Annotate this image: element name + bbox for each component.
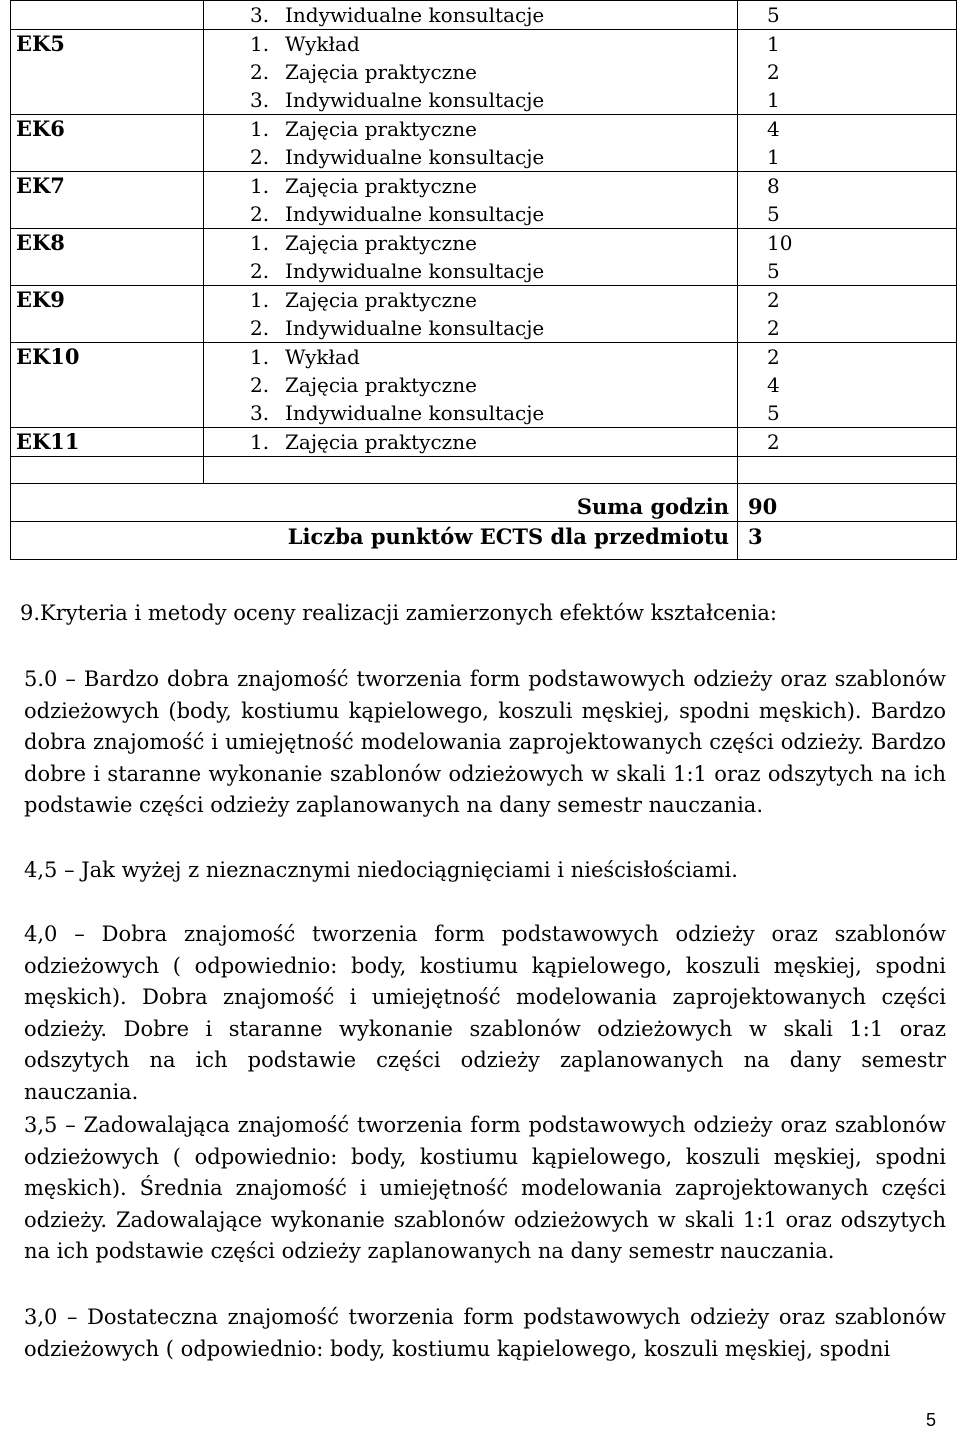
criteria-paragraph-3-0: 3,0 – Dostateczna znajomość tworzenia form podstawowych odzieży oraz szablonów odzieżowych ( odpowiednio: body, kostiumu kąpielowego, koszuli męskiej, spodni <box>24 1305 946 1361</box>
hours-value: 10 <box>767 231 793 255</box>
activity-number: 2. <box>250 202 270 226</box>
empty-cell <box>11 457 204 484</box>
hours-value: 2 <box>767 60 780 84</box>
hours-value: 5 <box>767 3 780 27</box>
activity-label: Indywidualne konsultacje <box>285 202 545 226</box>
hours-value: 5 <box>767 202 780 226</box>
activities-cell <box>204 229 738 286</box>
activity-label: Wykład <box>285 32 360 56</box>
activity-number: 1. <box>250 174 270 198</box>
hours-value: 5 <box>767 401 780 425</box>
hours-value: 4 <box>767 373 780 397</box>
ek-code: EK10 <box>11 343 204 428</box>
table-row <box>11 343 957 428</box>
activity-item <box>204 399 737 427</box>
ek-code: EK11 <box>11 428 204 457</box>
ects-points-value: 3 <box>738 522 957 560</box>
ek-hours-table <box>10 0 957 560</box>
table-row <box>11 115 957 172</box>
activities-cell <box>204 1 738 30</box>
activity-label: Zajęcia praktyczne <box>285 174 477 198</box>
hours-value: 1 <box>767 88 780 112</box>
activity-label: Zajęcia praktyczne <box>285 288 477 312</box>
page-number: 5 <box>926 1410 937 1430</box>
activities-cell <box>204 30 738 115</box>
table-row <box>11 286 957 343</box>
hours-value: 2 <box>767 430 780 454</box>
hours-cell <box>738 286 957 343</box>
activity-label: Zajęcia praktyczne <box>285 60 477 84</box>
activity-item <box>204 371 737 399</box>
activity-item <box>204 200 737 228</box>
activity-item <box>204 229 737 257</box>
activity-item <box>204 172 737 200</box>
table-row <box>11 172 957 229</box>
activity-number: 1. <box>250 430 270 454</box>
activity-item <box>204 1 737 29</box>
activity-label: Indywidualne konsultacje <box>285 145 545 169</box>
sum-hours-row <box>11 484 957 522</box>
activity-number: 1. <box>250 32 270 56</box>
section-heading: 9.Kryteria i metody oceny realizacji zamierzonych efektów kształcenia: <box>20 601 777 625</box>
activity-number: 1. <box>250 231 270 255</box>
ek-code: EK8 <box>11 229 204 286</box>
activity-item <box>204 428 737 456</box>
activities-cell <box>204 286 738 343</box>
activity-item <box>204 257 737 285</box>
activity-item <box>204 115 737 143</box>
activity-number: 1. <box>250 345 270 369</box>
activity-item <box>204 286 737 314</box>
activity-number: 2. <box>250 60 270 84</box>
hours-value: 4 <box>767 117 780 141</box>
ek-hours-table-wrapper <box>10 0 956 560</box>
criteria-paragraph-4-5: 4,5 – Jak wyżej z nieznacznymi niedociągnięciami i nieścisłościami. <box>24 858 738 882</box>
table-row <box>11 1 957 30</box>
ek-code: EK7 <box>11 172 204 229</box>
activities-cell <box>204 115 738 172</box>
hours-value: 2 <box>767 288 780 312</box>
activity-label: Zajęcia praktyczne <box>285 373 477 397</box>
activity-label: Zajęcia praktyczne <box>285 117 477 141</box>
activity-number: 2. <box>250 145 270 169</box>
activity-number: 3. <box>250 401 270 425</box>
hours-cell <box>738 172 957 229</box>
activity-label: Zajęcia praktyczne <box>285 430 477 454</box>
activity-item <box>204 30 737 58</box>
activity-label: Indywidualne konsultacje <box>285 88 545 112</box>
ek-code: EK6 <box>11 115 204 172</box>
table-row <box>11 229 957 286</box>
hours-value: 1 <box>767 32 780 56</box>
ek-code: EK5 <box>11 30 204 115</box>
hours-value: 5 <box>767 259 780 283</box>
empty-cell <box>738 457 957 484</box>
criteria-paragraph-5-0: 5.0 – Bardzo dobra znajomość tworzenia form podstawowych odzieży oraz szablonów odzieżowych (body, kostiumu kąpielowego, koszuli męskiej, spodni męskich). Bardzo dobra znajomość i umiejętność modelowania zaprojektowanych części odzieży. Bardzo dobre i staranne wykonanie szablonów odzieżowych w skali 1:1 oraz odszytych na ich podstawie części odzieży zaplanowanych na dany semestr nauczania. <box>24 667 946 817</box>
sum-hours-value: 90 <box>738 484 957 522</box>
activity-number: 1. <box>250 117 270 141</box>
activities-cell <box>204 428 738 457</box>
hours-cell <box>738 115 957 172</box>
activity-item <box>204 343 737 371</box>
sum-hours-label: Suma godzin <box>11 484 738 522</box>
activity-item <box>204 143 737 171</box>
hours-cell <box>738 343 957 428</box>
activity-number: 3. <box>250 88 270 112</box>
hours-cell <box>738 229 957 286</box>
ects-points-label: Liczba punktów ECTS dla przedmiotu <box>11 522 738 560</box>
hours-value: 1 <box>767 145 780 169</box>
criteria-paragraph-4-0: 4,0 – Dobra znajomość tworzenia form podstawowych odzieży oraz szablonów odzieżowych ( odpowiednio: body, kostiumu kąpielowego, koszuli męskiej, spodni męskich). Dobra znajomość i umiejętność modelowania zaprojektowanych części odzieży. Dobre i staranne wykonanie szablonów odzieżowych w skali 1:1 oraz odszytych na ich podstawie części odzieży zaplanowanych na dany semestr nauczania. <box>24 922 946 1104</box>
ects-points-row <box>11 522 957 560</box>
activity-number: 1. <box>250 288 270 312</box>
activity-number: 2. <box>250 316 270 340</box>
criteria-paragraph-3-5: 3,5 – Zadowalająca znajomość tworzenia form podstawowych odzieży oraz szablonów odzieżowych ( odpowiednio: body, kostiumu kąpielowego, koszuli męskiej, spodni męskich). Średnia znajomość i umiejętność modelowania zaprojektowanych części odzieży. Zadowalające wykonanie szablonów odzieżowych w skali 1:1 oraz odszytych na ich podstawie części odzieży zaplanowanych na dany semestr nauczania. <box>24 1113 946 1263</box>
activity-number: 3. <box>250 3 270 27</box>
code-cell <box>11 1 204 30</box>
activities-cell <box>204 343 738 428</box>
hours-cell <box>738 428 957 457</box>
empty-cell <box>204 457 738 484</box>
table-row <box>11 428 957 457</box>
activity-item <box>204 314 737 342</box>
empty-row <box>11 457 957 484</box>
activity-number: 2. <box>250 373 270 397</box>
ek-table-body <box>11 1 957 560</box>
activity-item <box>204 86 737 114</box>
activity-item <box>204 58 737 86</box>
activity-label: Indywidualne konsultacje <box>285 316 545 340</box>
hours-cell <box>738 30 957 115</box>
activity-label: Indywidualne konsultacje <box>285 259 545 283</box>
hours-value: 2 <box>767 345 780 369</box>
activity-label: Indywidualne konsultacje <box>285 401 545 425</box>
hours-value: 8 <box>767 174 780 198</box>
activity-label: Indywidualne konsultacje <box>285 3 545 27</box>
activity-label: Wykład <box>285 345 360 369</box>
hours-cell <box>738 1 957 30</box>
hours-value: 2 <box>767 316 780 340</box>
activity-number: 2. <box>250 259 270 283</box>
activities-cell <box>204 172 738 229</box>
activity-label: Zajęcia praktyczne <box>285 231 477 255</box>
ek-code: EK9 <box>11 286 204 343</box>
table-row <box>11 30 957 115</box>
